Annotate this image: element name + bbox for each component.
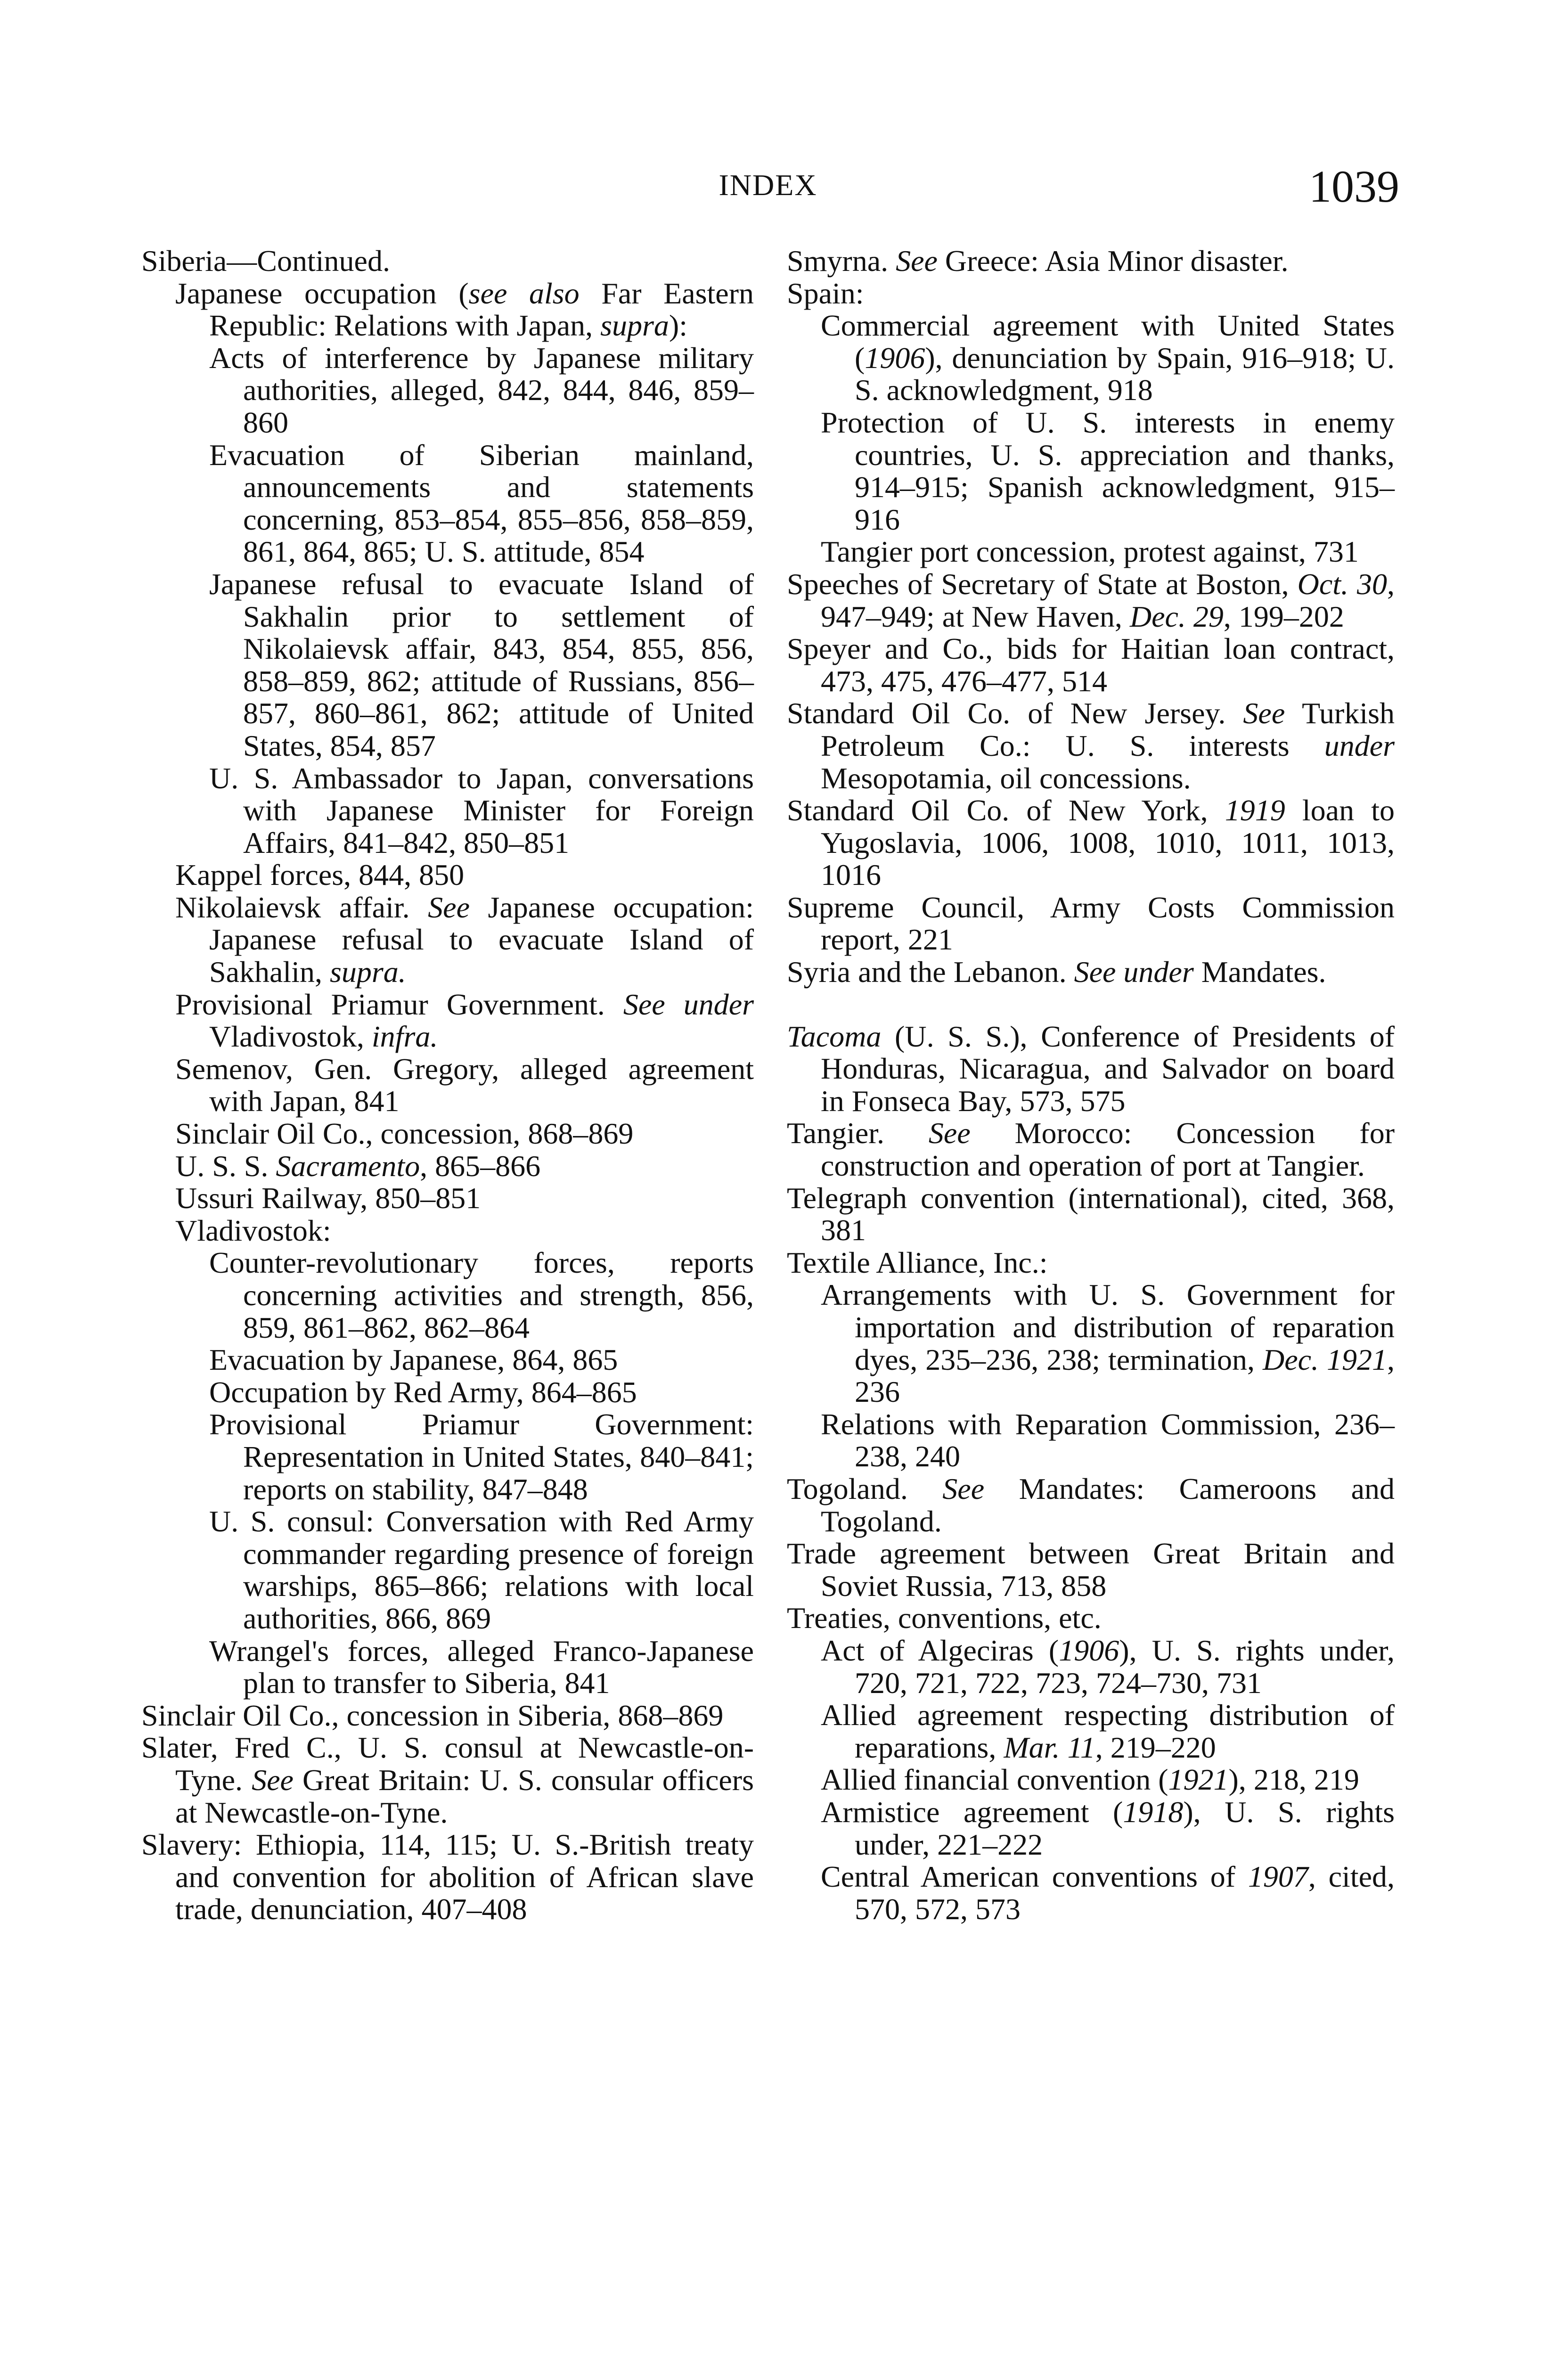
index-entry-text: Armistice agreement ( [821,1795,1123,1829]
index-entry [787,1602,1395,1635]
index-entry-italic-text: See [428,890,470,924]
page-number: 1039 [1309,161,1399,212]
index-entry-text: Evacuation of Siberian mainland, announcements and statements concerning, 853–854, 855–856, 858–859, 861, 864, 865; U. S. attitude, 854 [209,438,754,569]
index-entry-text: Morocco: Concession for construction and operation of port at Tangier. [821,1116,1395,1183]
index-entry-italic-text: 1919 [1225,794,1285,827]
index-entry-italic-text: infra. [371,1020,438,1054]
index-entry [141,1344,754,1376]
index-entry [787,407,1395,536]
index-entry-text: , 199–202 [1223,599,1344,633]
index-entry-text: Far Eastern Republic: Relations with Japan, [209,276,754,343]
page-header-title: INDEX [719,168,817,202]
index-entry [141,1053,754,1118]
index-entry-text: Great Britain: U. S. consular officers at Newcastle-on-Tyne. [175,1763,754,1829]
index-entry-italic-text: Oct. 30 [1297,567,1388,601]
index-entry-text: Slater, Fred C., U. S. consul at Newcastle-on-Tyne. [141,1731,754,1797]
index-entry [787,536,1395,568]
index-entry-text: Japanese occupation: Japanese refusal to evacuate Island of Sakhalin, [209,890,754,989]
index-entry-text: , 236 [855,1342,1395,1409]
index-entry-text: , 865–866 [420,1149,541,1183]
index-entry-text: Acts of interference by Japanese military authorities, alleged, 842, 844, 846, 859–860 [209,341,754,439]
index-entry-text: Tangier. [787,1116,929,1150]
index-entry [787,1796,1395,1861]
index-entry [787,1861,1395,1925]
index-entry-text: Evacuation by Japanese, 864, 865 [209,1343,618,1377]
index-entry [141,245,754,278]
index-entry [141,342,754,439]
index-entry [787,1247,1395,1279]
index-entry-text: Syria and the Lebanon. [787,955,1074,989]
index-entry-italic-text: See [928,1116,971,1150]
index-entry [787,956,1395,989]
index-entry-text: Act of Algeciras ( [821,1633,1059,1667]
index-entry-text: Standard Oil Co. of New Jersey. [787,696,1243,730]
index-entry [141,989,754,1053]
index-entry-text: Mandates. [1193,955,1326,989]
index-entry [141,278,754,342]
index-entry-text: Spain: [787,276,864,310]
index-entry [141,892,754,989]
index-entry-italic-text: supra [600,309,669,343]
index-entry [141,1118,754,1150]
index-entry-italic-text: Sacramento [276,1149,420,1183]
index-entry-text: Supreme Council, Army Costs Commission report, 221 [787,890,1395,957]
index-entry [787,278,1395,310]
index-entry-italic-text: 1906 [1059,1633,1119,1667]
index-entry [141,1635,754,1700]
index-entry [141,1408,754,1505]
index-entry-text: , 219–220 [1095,1730,1216,1764]
index-entry-text: Allied agreement respecting distribution of reparations, [821,1698,1395,1764]
index-entry-italic-text: See [1243,696,1285,730]
index-entry-text: ), U. S. rights under, 221–222 [855,1795,1395,1861]
index-entry-text: Tangier port concession, protest against, 731 [821,535,1359,569]
index-entry-italic-text: See [896,244,938,278]
index-column-left [141,245,754,1926]
index-entry-text: Allied financial convention ( [821,1763,1168,1797]
index-entry [787,794,1395,892]
index-entry-text: Central American conventions of [821,1860,1248,1894]
index-entry [141,762,754,859]
index-column-right [787,245,1395,1925]
index-entry-text: Kappel forces, 844, 850 [175,858,465,892]
index-entry [787,1182,1395,1247]
index-entry [141,1182,754,1215]
index-entry [787,1473,1395,1538]
index-entry-text: Provisional Priamur Government. [175,987,623,1021]
index-entry [141,1376,754,1409]
index-entry-italic-text: See [942,1472,985,1505]
index-entry-text: Turkish Petroleum Co.: U. S. interests [821,696,1395,762]
index-entry-italic-text: 1907 [1248,1860,1308,1894]
index-entry-italic-text: 1906 [865,341,925,375]
index-entry [787,1408,1395,1473]
index-entry [787,697,1395,794]
index-entry-text: Telegraph convention (international), cited, 368, 381 [787,1181,1395,1247]
index-entry-italic-text: 1918 [1123,1795,1184,1829]
index-entry [787,245,1395,278]
index-entry-text: Relations with Reparation Commission, 236–238, 240 [821,1407,1395,1473]
index-entry-text: Occupation by Red Army, 864–865 [209,1375,637,1409]
index-entry [141,859,754,892]
index-entry-text: Provisional Priamur Government: Representation in United States, 840–841; reports on stability, 847–848 [209,1407,754,1506]
index-entry-italic-text: supra. [329,955,406,989]
index-entry-text: Slavery: Ethiopia, 114, 115; U. S.-British treaty and convention for abolition of African slave trade, denunciation, 407–408 [141,1828,754,1926]
index-entry-italic-text: See [252,1763,294,1797]
index-entry-text: Mandates: Cameroons and Togoland. [821,1472,1395,1538]
index-entry-text: ), denunciation by Spain, 916–918; U. S. acknowledgment, 918 [855,341,1395,407]
index-entry-text: Semenov, Gen. Gregory, alleged agreement with Japan, 841 [175,1052,754,1118]
index-entry [787,1117,1395,1182]
index-entry [141,1215,754,1247]
index-entry [141,1700,754,1732]
index-entry-text: Counter-revolutionary forces, reports concerning activities and strength, 856, 859, 861–862, 862–864 [209,1246,754,1344]
index-entry-text: ), U. S. rights under, 720, 721, 722, 723, 724–730, 731 [855,1633,1395,1700]
index-entry [787,568,1395,633]
index-entry [787,633,1395,697]
index-entry [141,568,754,762]
index-entry [787,1635,1395,1699]
index-entry [787,1021,1395,1118]
index-entry-text: Siberia—Continued. [141,244,390,278]
index-entry-text: Ussuri Railway, 850–851 [175,1181,481,1215]
index-entry-text: Sinclair Oil Co., concession in Siberia, 868–869 [141,1698,724,1732]
index-entry [787,892,1395,956]
index-entry-italic-text: Mar. 11 [1004,1730,1095,1764]
index-entry-text: ), 218, 219 [1228,1763,1359,1797]
index-entry-italic-text: under [1324,728,1395,762]
index-entry-text: Textile Alliance, Inc.: [787,1245,1048,1279]
index-entry-text: Togoland. [787,1472,943,1505]
index-entry-text: Trade agreement between Great Britain and Soviet Russia, 713, 858 [787,1537,1395,1603]
index-entry [141,439,754,568]
index-entry-text: U. S. S. [175,1149,276,1183]
index-entry-italic-text: Dec. 1921 [1263,1342,1387,1376]
index-entry [141,1150,754,1183]
index-entry-italic-text: Tacoma [787,1019,882,1053]
index-entry-text: Speeches of Secretary of State at Boston, [787,567,1298,601]
index-entry [787,1279,1395,1408]
index-entry-text: Japanese refusal to evacuate Island of Sakhalin prior to settlement of Nikolaievsk affair, 843, 854, 855, 856, 858–859, 862; attitude of Russians, 856–857, 860–861, 862; attitude of United States, 854, 857 [209,567,754,762]
index-entry [787,1699,1395,1764]
index-entry-text: (U. S. S.), Conference of Presidents of Honduras, Nicaragua, and Salvador on board in Fonseca Bay, 573, 575 [821,1019,1395,1118]
index-entry [787,1538,1395,1602]
index-entry-text: Commercial agreement with United States ( [821,309,1395,375]
index-entry-text: U. S. Ambassador to Japan, conversations with Japanese Minister for Foreign Affairs, 841–842, 850–851 [209,761,754,859]
index-entry [787,310,1395,407]
index-entry-text: ): [669,309,687,343]
index-entry-text: , 947–949; at New Haven, [821,567,1395,633]
index-entry [787,1764,1395,1796]
index-entry-text: Vladivostok: [175,1213,331,1247]
index-entry-text: Speyer and Co., bids for Haitian loan contract, 473, 475, 476–477, 514 [787,632,1395,698]
index-entry-text: Standard Oil Co. of New York, [787,794,1225,827]
index-entry-text: Sinclair Oil Co., concession, 868–869 [175,1117,634,1151]
index-entry [141,1829,754,1926]
index-entry-text: Treaties, conventions, etc. [787,1601,1102,1635]
index-entry-italic-text: 1921 [1168,1763,1229,1797]
index-entry [141,1247,754,1344]
index-entry-text: Wrangel's forces, alleged Franco-Japanese plan to transfer to Siberia, 841 [209,1634,754,1700]
index-entry-text: Nikolaievsk affair. [175,890,428,924]
index-entry-italic-text: See under [623,987,754,1021]
index-entry-text: Smyrna. [787,244,896,278]
index-entry-text: loan to Yugoslavia, 1006, 1008, 1010, 1011, 1013, 1016 [821,794,1395,892]
index-entry-text: Japanese occupation ( [175,276,469,310]
index-entry-italic-text: See under [1074,955,1194,989]
index-entry-text: Protection of U. S. interests in enemy countries, U. S. appreciation and thanks, 914–915; Spanish acknowledgment, 915–916 [821,405,1395,536]
index-entry-text: Greece: Asia Minor disaster. [937,244,1289,278]
index-entry [141,1732,754,1829]
index-entry-text: Mesopotamia, oil concessions. [821,761,1191,795]
index-entry [141,1505,754,1635]
index-entry-text: Vladivostok, [209,1020,372,1054]
index-entry-text: Arrangements with U. S. Government for importation and distribution of reparation dyes, 235–236, 238; termination, [821,1278,1395,1376]
index-entry-italic-text: see also [468,276,580,310]
index-entry-text: , cited, 570, 572, 573 [855,1860,1395,1926]
index-entry-italic-text: Dec. 29 [1129,599,1224,633]
index-entry-text: U. S. consul: Conversation with Red Army commander regarding presence of foreign warships, 865–866; relations with local authorities, 866, 869 [209,1505,754,1635]
